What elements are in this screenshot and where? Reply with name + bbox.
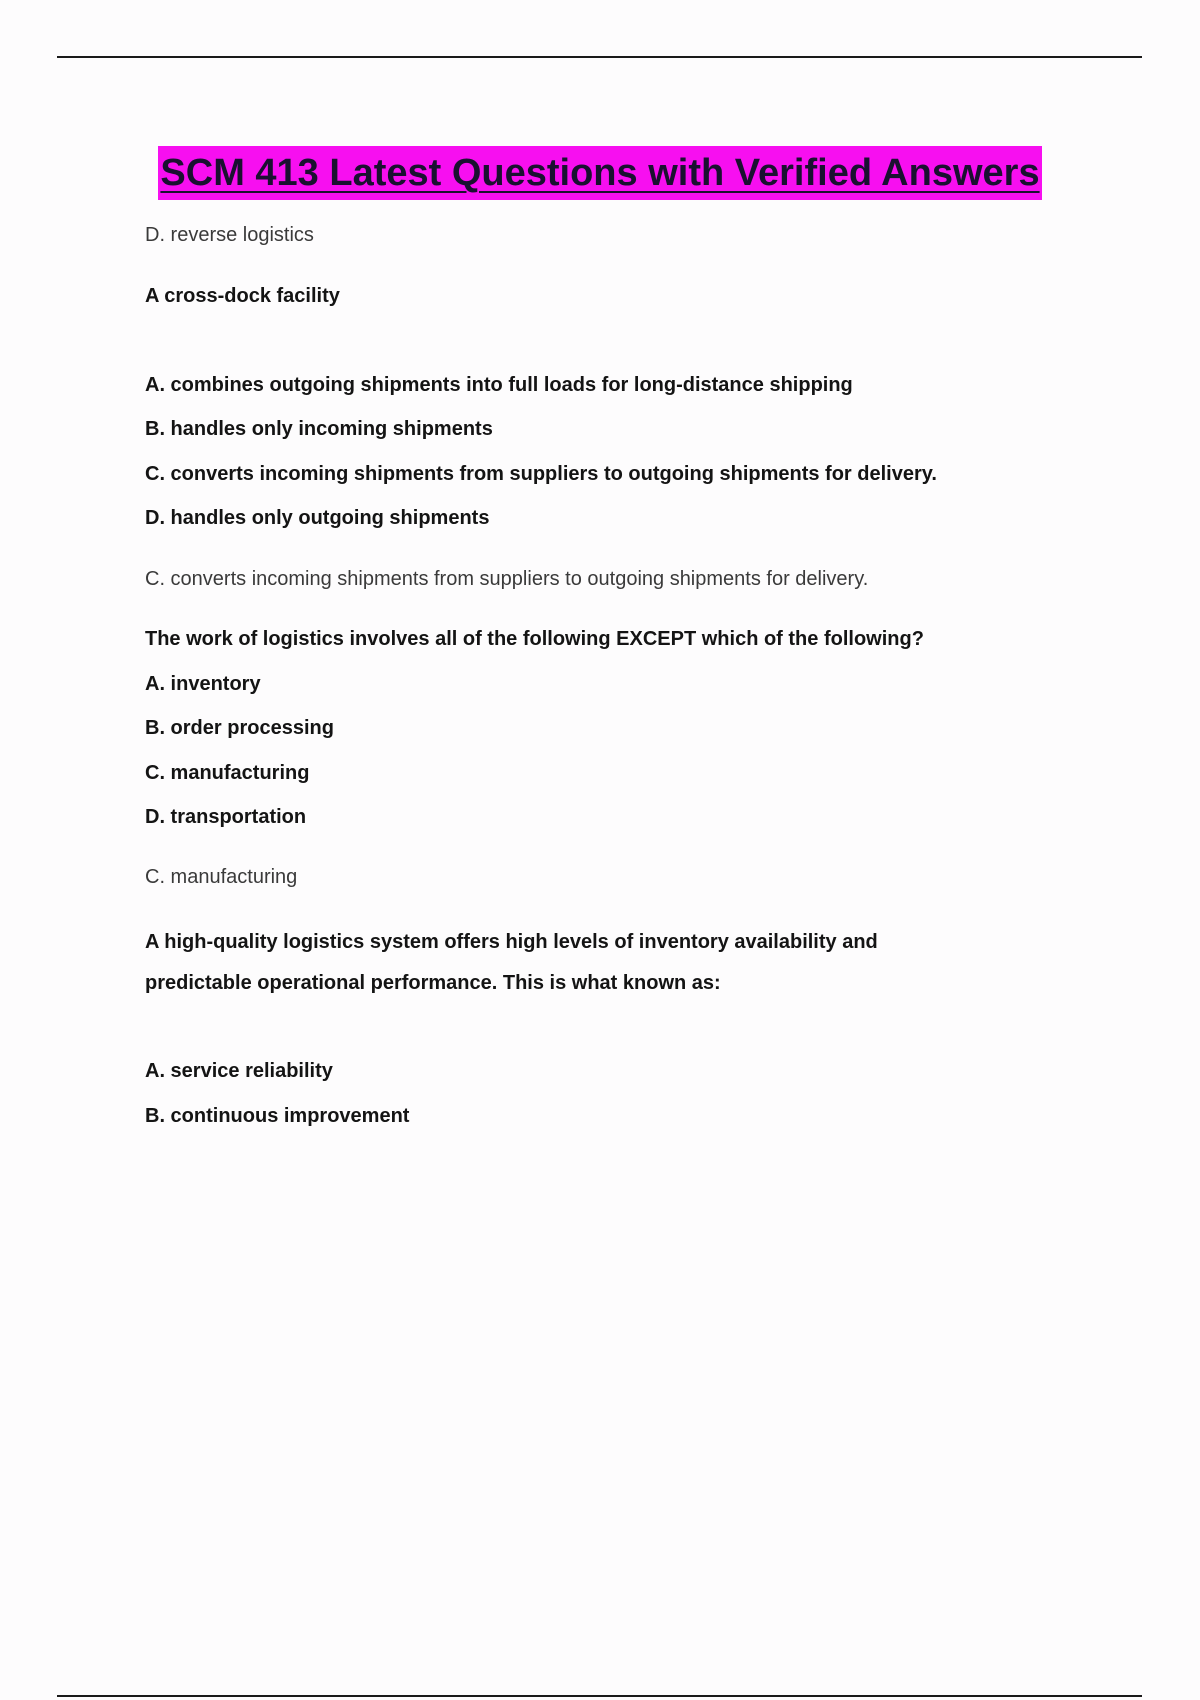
answer-line: D. reverse logistics (145, 224, 314, 246)
footer-rule (57, 1695, 1142, 1697)
question-line: The work of logistics involves all of the following EXCEPT which of the following? (145, 628, 924, 650)
option-line: C. converts incoming shipments from suppliers to outgoing shipments for delivery. (145, 463, 937, 485)
title-container (0, 146, 1200, 200)
answer-line: C. converts incoming shipments from suppliers to outgoing shipments for delivery. (145, 568, 869, 590)
option-line: A. service reliability (145, 1060, 333, 1082)
option-line: B. order processing (145, 717, 334, 739)
option-line: B. handles only incoming shipments (145, 418, 493, 440)
document-title: SCM 413 Latest Questions with Verified Answers (158, 146, 1041, 200)
question-line: A high-quality logistics system offers high levels of inventory availability and (145, 931, 878, 953)
question-line: predictable operational performance. This is what known as: (145, 972, 721, 994)
answer-line: C. manufacturing (145, 866, 298, 888)
option-line: A. combines outgoing shipments into full loads for long-distance shipping (145, 374, 853, 396)
option-line: D. transportation (145, 806, 307, 828)
question-line: A cross-dock facility (145, 285, 340, 307)
option-line: C. manufacturing (145, 762, 310, 784)
option-line: A. inventory (145, 673, 261, 695)
option-line: D. handles only outgoing shipments (145, 507, 490, 529)
header-rule (57, 56, 1142, 58)
option-line: B. continuous improvement (145, 1105, 410, 1127)
